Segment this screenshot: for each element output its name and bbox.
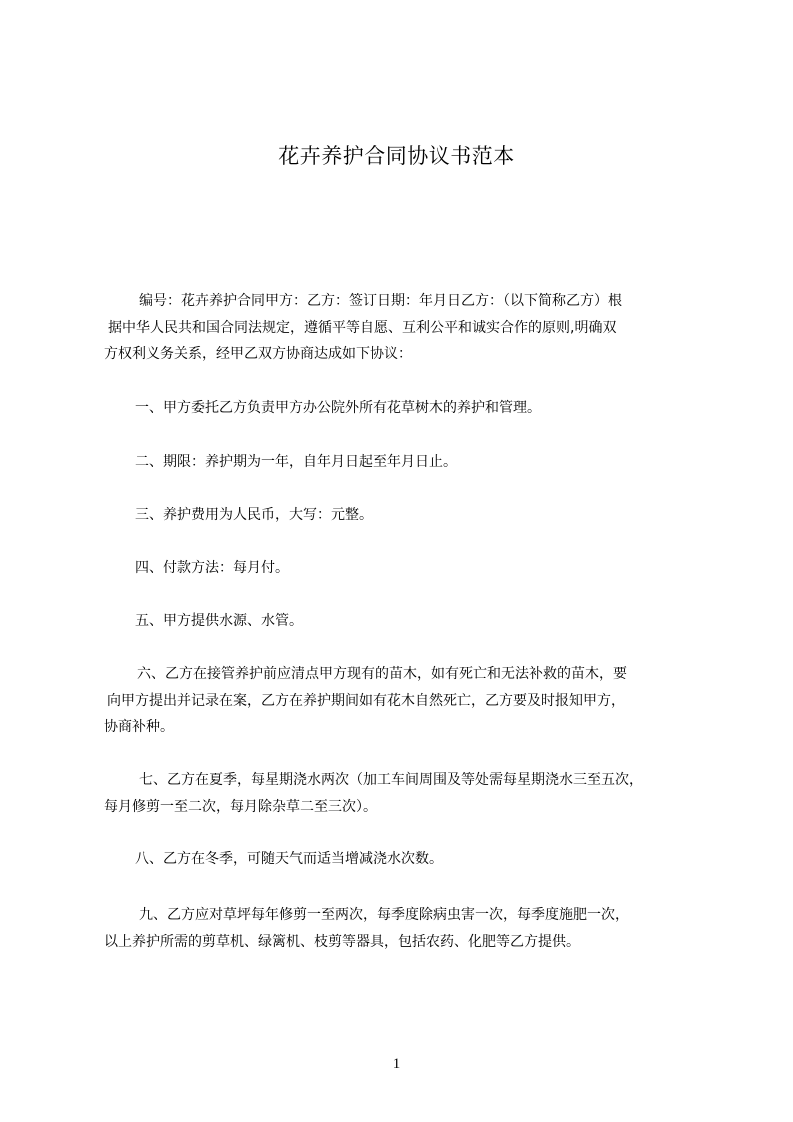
clause-8 xyxy=(104,846,704,873)
preamble-paragraph xyxy=(104,288,704,368)
text-line: 编号：花卉养护合同甲方：乙方：签订日期：年月日乙方：（以下简称乙方）根 xyxy=(139,293,622,309)
text-line: 九、乙方应对草坪每年修剪一至两次，每季度除病虫害一次，每季度施肥一次， xyxy=(139,907,629,923)
clause-5 xyxy=(104,608,704,635)
text-line: 四、付款方法：每月付。 xyxy=(135,560,289,576)
text-line: 八、乙方在冬季，可随天气而适当增减浇水次数。 xyxy=(135,851,443,867)
page-title: 花卉养护合同协议书范本 xyxy=(278,144,515,168)
text-line: 协商补种。 xyxy=(104,719,174,735)
text-line: 六、乙方在接管养护前应清点甲方现有的苗木，如有死亡和无法补救的苗木，要 xyxy=(137,666,627,682)
text-line: 二、期限：养护期为一年，自年月日起至年月日止。 xyxy=(135,454,457,470)
page-number: 1 xyxy=(392,1056,401,1072)
text-line: 据中华人民共和国合同法规定，遵循平等自愿、互利公平和诚实合作的原则,明确双 xyxy=(108,319,617,336)
clause-2 xyxy=(104,449,704,476)
text-line: 每月修剪一至二次，每月除杂草二至三次）。 xyxy=(104,798,377,815)
clause-4 xyxy=(104,555,704,582)
text-line: 七、乙方在夏季，每星期浇水两次（加工车间周围及等处需每星期浇水三至五次， xyxy=(139,772,643,788)
text-line: 五、甲方提供水源、水管。 xyxy=(135,613,303,629)
text-line: 向甲方提出并记录在案，乙方在养护期间如有花木自然死亡，乙方要及时报知甲方， xyxy=(107,692,625,709)
text-line: 一、甲方委托乙方负责甲方办公院外所有花草树木的养护和管理。 xyxy=(135,400,541,416)
clause-9 xyxy=(104,902,704,955)
clause-3 xyxy=(104,502,704,529)
clause-1 xyxy=(104,395,704,422)
clause-7 xyxy=(104,767,704,820)
text-line: 方权利义务关系，经甲乙双方协商达成如下协议： xyxy=(104,346,412,362)
clause-6 xyxy=(104,661,704,741)
text-line: 以上养护所需的剪草机、绿篱机、枝剪等器具，包括农药、化肥等乙方提供。 xyxy=(104,933,580,950)
text-line: 三、养护费用为人民币，大写：元整。 xyxy=(135,507,373,523)
